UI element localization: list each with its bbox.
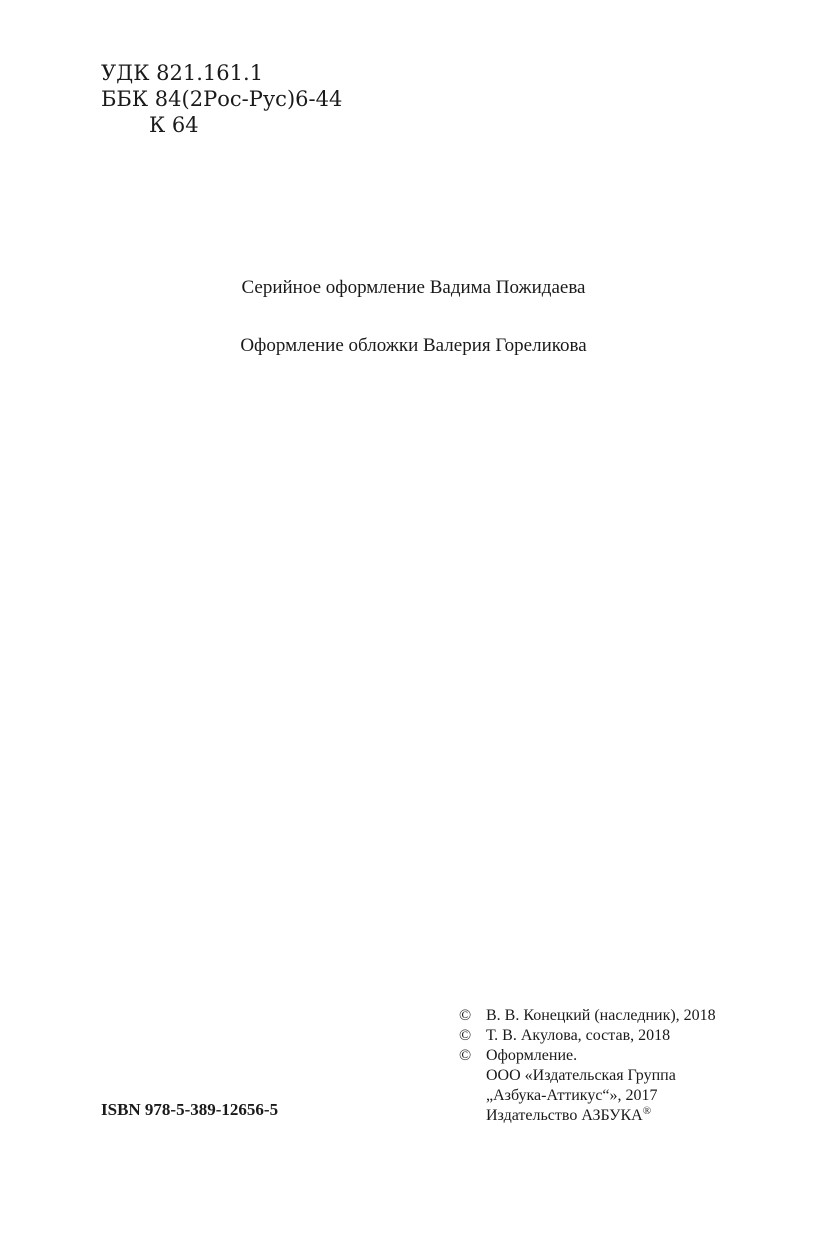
isbn: ISBN 978-5-389-12656-5 <box>101 1100 279 1119</box>
publisher-group-name: „Азбука-Аттикус“», 2017 <box>486 1087 658 1104</box>
bibliographic-codes <box>101 60 342 138</box>
publisher-imprint-name: Издательство АЗБУКА <box>486 1107 643 1124</box>
bbk-code: ББК 84(2Рос-Рус)6-44 <box>101 87 343 111</box>
publisher-imprint <box>459 1106 716 1126</box>
publisher-group: ООО «Издательская Группа <box>486 1067 676 1084</box>
copyright-block <box>459 1006 716 1126</box>
copyright-heir: В. В. Конецкий (наследник), 2018 <box>486 1007 716 1024</box>
author-mark: К 64 <box>149 113 199 137</box>
copyright-symbol: © <box>459 1047 472 1064</box>
copyright-symbol: © <box>459 1007 472 1024</box>
copyright-row-3 <box>459 1046 716 1066</box>
series-design-credit: Серийное оформление Вадима Пожидаева <box>241 277 586 298</box>
copyright-row-1 <box>459 1006 716 1026</box>
registered-mark: ® <box>642 1105 652 1117</box>
copyright-row-2 <box>459 1026 716 1046</box>
copyright-compiler: Т. В. Акулова, состав, 2018 <box>486 1027 671 1044</box>
udk-code: УДК 821.161.1 <box>101 61 264 85</box>
copyright-design: Оформление. <box>486 1047 578 1064</box>
cover-design-credit: Оформление обложки Валерия Гореликова <box>240 335 587 356</box>
copyright-symbol: © <box>459 1027 472 1044</box>
